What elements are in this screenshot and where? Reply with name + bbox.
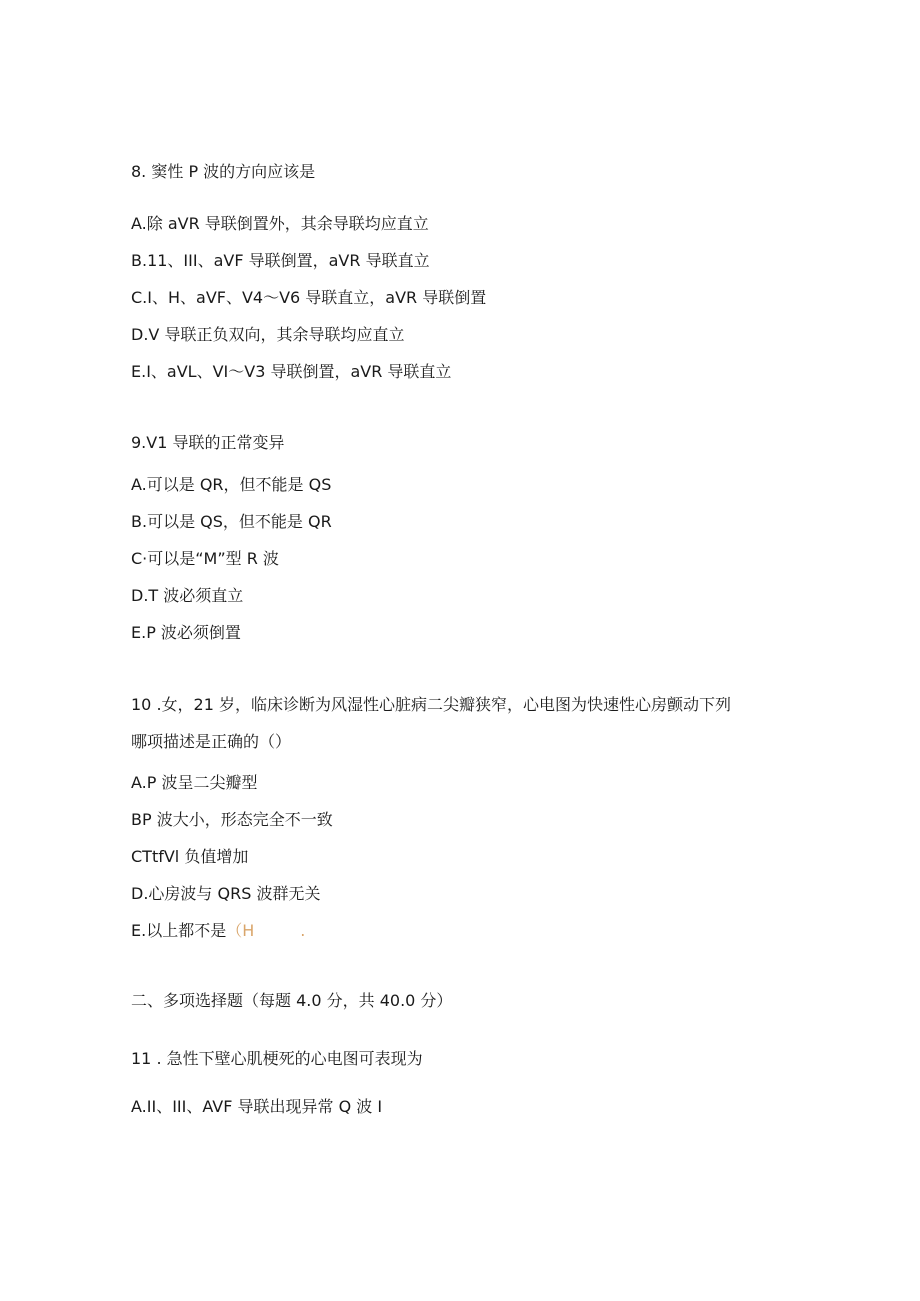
question-11-option-a: A.II、III、AVF 导联出现异常 Q 波 I [131, 1097, 383, 1116]
question-9-option-a: A.可以是 QR，但不能是 QS [131, 475, 332, 494]
question-9-stem: 9.V1 导联的正常变异 [131, 433, 285, 452]
question-10-option-d: D.心房波与 QRS 波群无关 [131, 884, 321, 903]
question-9-option-b: B.可以是 QS，但不能是 QR [131, 512, 332, 531]
question-9-option-e: E.P 波必须倒置 [131, 623, 241, 642]
question-8-option-e: E.I、aVL、VI～V3 导联倒置，aVR 导联直立 [131, 362, 452, 381]
question-8-option-d: D.V 导联正负双向，其余导联均应直立 [131, 325, 405, 344]
question-9-option-d: D.T 波必须直立 [131, 586, 244, 605]
question-8-option-a: A.除 aVR 导联倒置外，其余导联均应直立 [131, 214, 429, 233]
question-8-option-c: C.I、H、aVF、V4～V6 导联直立，aVR 导联倒置 [131, 288, 487, 307]
question-8-option-b: B.11、III、aVF 导联倒置，aVR 导联直立 [131, 251, 430, 270]
question-10-option-a: A.P 波呈二尖瓣型 [131, 773, 258, 792]
question-10-option-e [131, 920, 305, 942]
answer-mark: （H [226, 921, 255, 940]
section-heading: 二、多项选择题（每题 4.0 分，共 40.0 分） [131, 991, 453, 1010]
question-10-option-c: CTtfVl 负值增加 [131, 847, 249, 866]
question-10-stem-line-1: 10 .女，21 岁，临床诊断为风湿性心脏病二尖瓣狭窄，心电图为快速性心房颤动下列 [131, 695, 731, 714]
question-8-stem: 8. 窦性 P 波的方向应该是 [131, 162, 316, 181]
question-10-stem-line-2: 哪项描述是正确的（） [131, 732, 292, 751]
question-9-option-c: C·可以是“M”型 R 波 [131, 549, 279, 568]
question-10-option-b: BP 波大小，形态完全不一致 [131, 810, 333, 829]
question-11-stem: 11 . 急性下壁心肌梗死的心电图可表现为 [131, 1049, 423, 1068]
answer-mark-dot: . [300, 921, 306, 940]
question-10-option-e-text: E.以上都不是 [131, 921, 227, 940]
